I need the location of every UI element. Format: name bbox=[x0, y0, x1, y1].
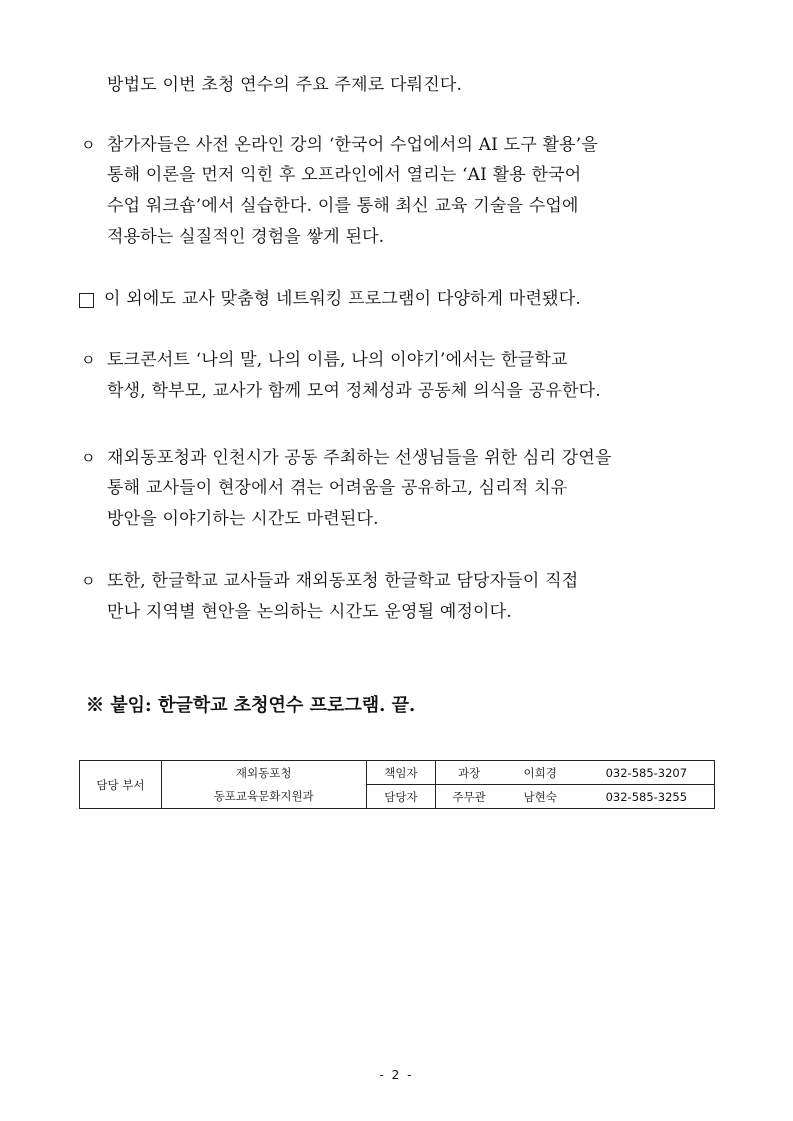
p1-line-2: 통해 이론을 먼저 익힌 후 오프라인에서 열리는 ‘AI 활용 한국어 bbox=[107, 165, 582, 185]
p2-line-2: 학생, 학부모, 교사가 함께 모여 정체성과 공동체 의식을 공유한다. bbox=[107, 381, 601, 401]
contact-table bbox=[79, 760, 715, 809]
circle-bullet: ㅇ bbox=[81, 449, 96, 467]
intro-line-1: 방법도 이번 초청 연수의 주요 주제로 다뤄진다. bbox=[107, 75, 463, 95]
p4-line-2: 만나 지역별 현안을 논의하는 시간도 운영될 예정이다. bbox=[107, 602, 512, 622]
table-row bbox=[80, 761, 715, 785]
page-number: - 2 - bbox=[379, 1068, 414, 1082]
p1-line-3: 수업 워크숍’에서 실습한다. 이를 통해 최신 교육 기술을 수업에 bbox=[107, 196, 579, 216]
circle-bullet: ㅇ bbox=[81, 136, 96, 154]
role-cell: 담당자 bbox=[366, 785, 436, 809]
phone-cell: 032-585-3255 bbox=[579, 785, 715, 809]
square-bullet bbox=[79, 293, 94, 308]
p1-line-4: 적용하는 실질적인 경험을 쌓게 된다. bbox=[107, 227, 385, 247]
phone-cell: 032-585-3207 bbox=[579, 761, 715, 785]
name-cell: 남현숙 bbox=[502, 785, 579, 809]
name-cell: 이희경 bbox=[502, 761, 579, 785]
org-cell: 재외동포청 bbox=[161, 761, 366, 785]
attachment-note: ※ 붙임: 한글학교 초청연수 프로그램. 끝. bbox=[86, 695, 416, 716]
sq-line-1: 이 외에도 교사 맞춤형 네트워킹 프로그램이 다양하게 마련됐다. bbox=[104, 289, 582, 309]
circle-bullet: ㅇ bbox=[81, 351, 96, 369]
dept-label-cell: 담당 부서 bbox=[80, 761, 162, 809]
title-cell: 과장 bbox=[436, 761, 502, 785]
p3-line-2: 통해 교사들이 현장에서 겪는 어려움을 공유하고, 심리적 치유 bbox=[107, 478, 568, 498]
p3-line-1: 재외동포청과 인천시가 공동 주최하는 선생님들을 위한 심리 강연을 bbox=[107, 448, 612, 468]
p1-line-1: 참가자들은 사전 온라인 강의 ‘한국어 수업에서의 AI 도구 활용’을 bbox=[107, 135, 598, 155]
p4-line-1: 또한, 한글학교 교사들과 재외동포청 한글학교 담당자들이 직접 bbox=[107, 571, 579, 591]
role-cell: 책임자 bbox=[366, 761, 436, 785]
p2-line-1: 토크콘서트 ‘나의 말, 나의 이름, 나의 이야기’에서는 한글학교 bbox=[107, 350, 568, 370]
table-row bbox=[80, 785, 715, 809]
p3-line-3: 방안을 이야기하는 시간도 마련된다. bbox=[107, 509, 379, 529]
title-cell: 주무관 bbox=[436, 785, 502, 809]
circle-bullet: ㅇ bbox=[81, 572, 96, 590]
division-cell: 동포교육문화지원과 bbox=[161, 785, 366, 809]
